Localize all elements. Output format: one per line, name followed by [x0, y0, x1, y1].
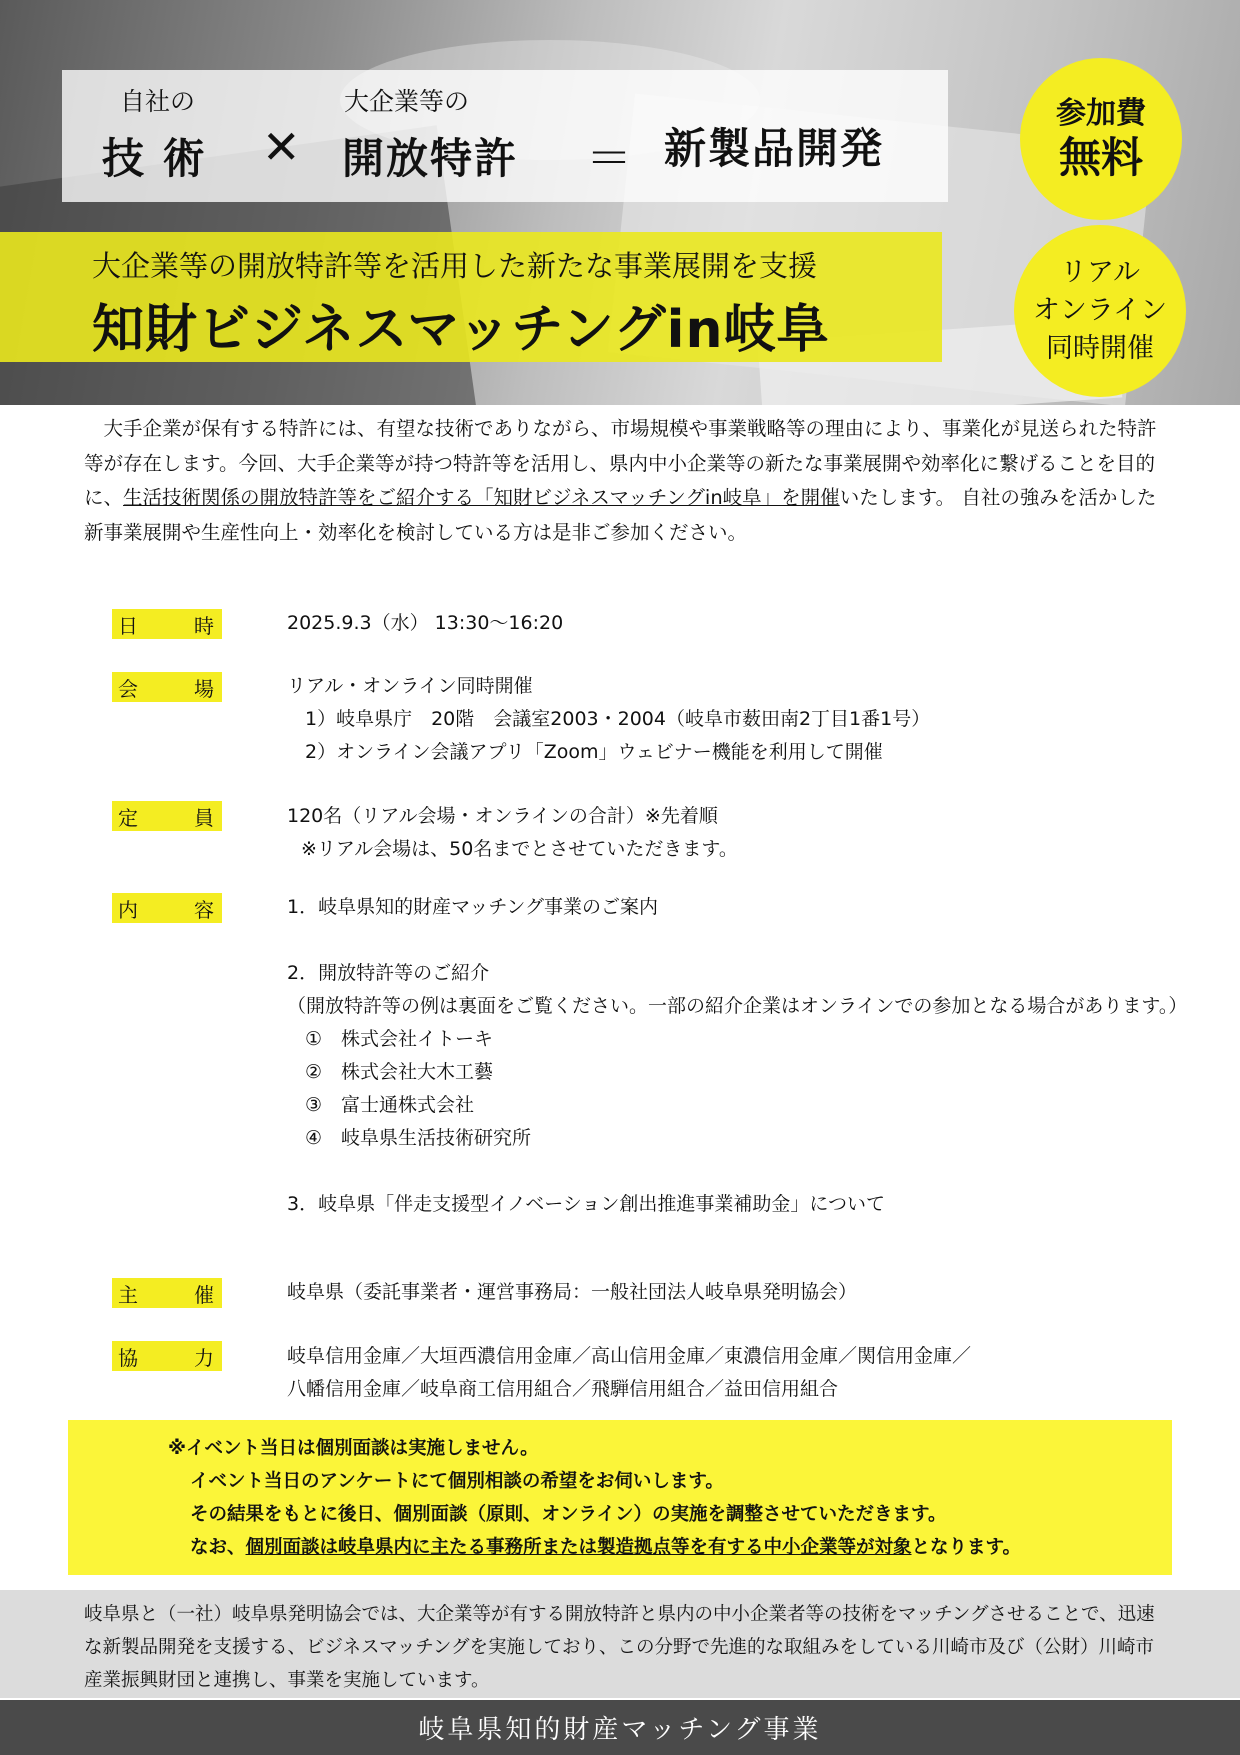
intro-underlined-text: 生活技術関係の開放特許等をご紹介する「知財ビジネスマッチングin岐阜」を開催 — [123, 486, 840, 509]
fee-value: 無料 — [1058, 132, 1143, 182]
company-item: ④ 岐阜県生活技術研究所 — [305, 1127, 532, 1149]
label-char: 協 — [118, 1345, 138, 1370]
label-venue — [112, 672, 222, 702]
label-char: 場 — [194, 676, 214, 701]
label-char: 内 — [118, 897, 138, 922]
cooperation-line: 八幡信用金庫／岐阜商工信用組合／飛騨信用組合／益田信用組合 — [287, 1378, 839, 1400]
intro-paragraph — [84, 412, 1164, 550]
label-content — [112, 893, 222, 923]
fee-label: 参加費 — [1056, 96, 1146, 132]
label-date — [112, 609, 222, 639]
organizer-value: 岐阜県（委託事業者・運営事務局：一般社団法人岐阜県発明協会） — [287, 1281, 858, 1303]
notice-box — [68, 1420, 1172, 1575]
company-item: ③ 富士通株式会社 — [305, 1094, 475, 1116]
intro-text: 大手企業が保有する特許には、有望な技術でありながら、市場規模や事業戦略等の理由により、事業化が見送られた特許等が存在します。今回、大手企業等が持つ特許等を活用し、県内中小企業等の新たな事業展開や効率化に繋げることを目的に、 — [84, 417, 1157, 509]
content-note: （開放特許等の例は裏面をご覧ください。一部の紹介企業はオンラインでの参加となる場合があります。） — [287, 995, 1188, 1017]
date-value: 2025.9.3（水） 13:30〜16:20 — [287, 612, 564, 634]
capacity-line: ※リアル会場は、50名までとさせていただきます。 — [301, 838, 738, 860]
notice-text-part: なお、 — [190, 1537, 246, 1558]
intro-text: いたします。 自社の強みを活かした新事業展開や生産性向上・効率化を検討している方は是非ご参加ください。 — [84, 486, 1157, 544]
venue-line: リアル・オンライン同時開催 — [287, 675, 533, 697]
label-char: 催 — [194, 1282, 214, 1307]
content-item: 3．岐阜県「伴走支援型イノベーション創出推進事業補助金」について — [287, 1193, 886, 1215]
label-organizer — [112, 1278, 222, 1308]
mode-line: リアル — [1060, 257, 1140, 289]
hybrid-event-badge — [1014, 225, 1186, 397]
times-icon: ✕ — [262, 120, 301, 174]
new-product-development: 新製品開発 — [664, 124, 885, 173]
notice-text — [168, 1432, 1168, 1564]
notice-underlined-text: 個別面談は岐阜県内に主たる事務所または製造拠点等を有する中小企業等が対象 — [245, 1537, 912, 1558]
label-char: 力 — [194, 1345, 214, 1370]
footer-title: 岐阜県知的財産マッチング事業 — [418, 1715, 822, 1745]
company-item: ② 株式会社大木工藝 — [305, 1061, 494, 1083]
free-fee-badge — [1020, 58, 1182, 220]
footer-info-text: 岐阜県と（一社）岐阜県発明協会では、大企業等が有する開放特許と県内の中小企業者等の技術をマッチングさせることで、迅速な新製品開発を支援する、ビジネスマッチングを実施しており、この分野で先進的な取組みをしている川崎市及び（公財）川崎市産業振興財団と連携し、事業を実施しています。 — [84, 1604, 1155, 1691]
event-subtitle: 大企業等の開放特許等を活用した新たな事業展開を支援 — [92, 249, 818, 283]
notice-line — [168, 1531, 1168, 1564]
label-char: 日 — [118, 613, 138, 638]
notice-line: イベント当日のアンケートにて個別相談の希望をお伺いします。 — [190, 1471, 724, 1492]
label-char: 員 — [194, 805, 214, 830]
own-caption: 自社の — [120, 87, 196, 116]
capacity-value — [287, 800, 738, 866]
cooperation-value — [287, 1340, 971, 1406]
notice-line: その結果をもとに後日、個別面談（原則、オンライン）の実施を調整させていただきます。 — [190, 1504, 947, 1525]
label-char: 定 — [118, 805, 138, 830]
equation-box — [62, 70, 948, 202]
cooperation-line: 岐阜信用金庫／大垣西濃信用金庫／高山信用金庫／東濃信用金庫／関信用金庫／ — [287, 1345, 972, 1367]
footer-bar — [0, 1700, 1240, 1755]
label-cooperation — [112, 1341, 222, 1371]
label-char: 会 — [118, 676, 138, 701]
content-item: 1．岐阜県知的財産マッチング事業のご案内 — [287, 896, 658, 918]
open-patent: 開放特許 — [342, 134, 519, 183]
label-char: 主 — [118, 1282, 138, 1307]
content-item: 2．開放特許等のご紹介 — [287, 962, 490, 984]
venue-value — [287, 670, 930, 769]
venue-line: 2）オンライン会議アプリ「Zoom」ウェビナー機能を利用して開催 — [305, 741, 883, 763]
content-value — [287, 891, 1187, 1221]
notice-line: ※イベント当日は個別面談は実施しません。 — [168, 1438, 539, 1459]
open-caption: 大企業等の — [344, 87, 470, 116]
label-capacity — [112, 801, 222, 831]
label-char: 容 — [194, 897, 214, 922]
equals-icon: ＝ — [586, 131, 632, 185]
mode-line: オンライン — [1032, 295, 1168, 327]
footer-info-box — [0, 1590, 1240, 1698]
venue-line: 1）岐阜県庁 20階 会議室2003・2004（岐阜市薮田南2丁目1番1号） — [305, 708, 931, 730]
own-technology: 技 術 — [102, 134, 207, 183]
capacity-line: 120名（リアル会場・オンラインの合計）※先着順 — [287, 805, 718, 827]
mode-line: 同時開催 — [1046, 332, 1154, 364]
title-band — [0, 232, 942, 362]
hero-banner — [0, 0, 1240, 405]
event-title: 知財ビジネスマッチングin岐阜 — [92, 300, 830, 360]
company-item: ① 株式会社イトーキ — [305, 1028, 494, 1050]
notice-text-part: となります。 — [911, 1537, 1022, 1558]
label-char: 時 — [194, 613, 214, 638]
